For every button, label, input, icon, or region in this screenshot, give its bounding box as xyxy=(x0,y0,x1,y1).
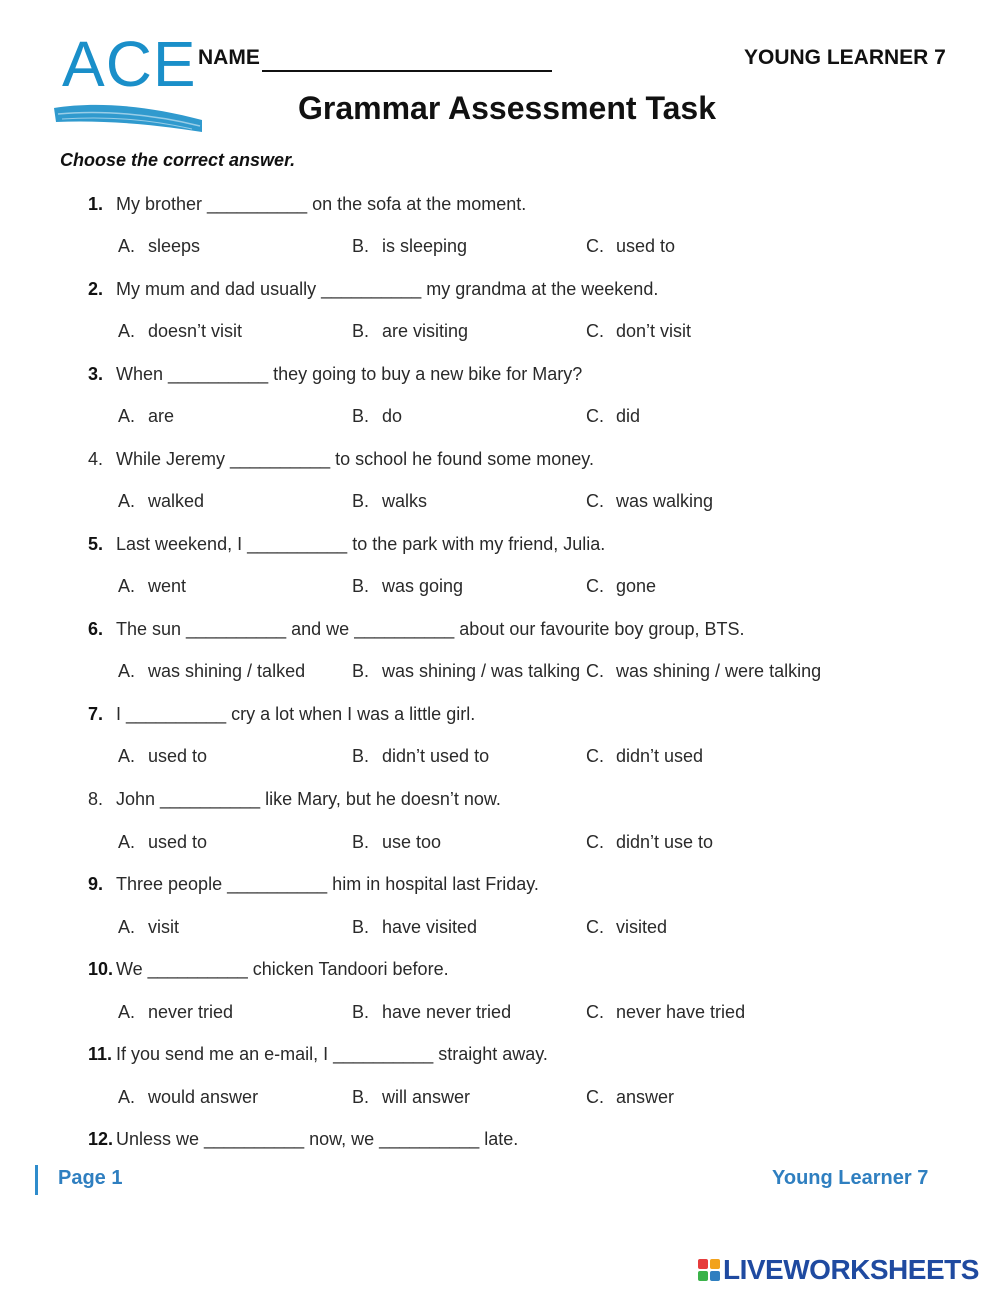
question-text: We __________ chicken Tandoori before. xyxy=(116,959,449,979)
question-number: 4. xyxy=(88,449,104,469)
level-header: YOUNG LEARNER 7 xyxy=(744,46,946,69)
option-b[interactable]: B. didn’t used to xyxy=(352,746,490,766)
question-number: 3. xyxy=(88,364,104,384)
liveworksheets-blocks-icon xyxy=(698,1259,720,1281)
question xyxy=(88,364,582,385)
question-number: 11. xyxy=(88,1044,113,1064)
liveworksheets-brand: LIVEWORKSHEETS xyxy=(723,1254,979,1285)
option-c[interactable]: C. didn’t used xyxy=(586,746,704,766)
option-a[interactable]: A. walked xyxy=(118,491,205,511)
question-text: If you send me an e-mail, I __________ straight away. xyxy=(116,1044,548,1064)
question xyxy=(88,1044,548,1065)
footer-accent-bar xyxy=(35,1165,38,1195)
logo-swoosh-icon xyxy=(52,94,212,134)
option-a[interactable]: A. would answer xyxy=(118,1087,259,1107)
ace-logo xyxy=(52,28,212,138)
question-text: My brother __________ on the sofa at the moment. xyxy=(116,194,527,214)
name-label: NAME xyxy=(198,46,260,69)
name-field[interactable] xyxy=(262,70,552,72)
question-number: 12. xyxy=(88,1129,114,1149)
question-number: 2. xyxy=(88,279,104,299)
question-text: When __________ they going to buy a new bike for Mary? xyxy=(116,364,583,384)
option-a[interactable]: A. used to xyxy=(118,832,208,852)
option-a[interactable]: A. used to xyxy=(118,746,208,766)
question-text: Three people __________ him in hospital last Friday. xyxy=(116,874,539,894)
question-text: While Jeremy __________ to school he found some money. xyxy=(116,449,594,469)
option-b[interactable]: B. walks xyxy=(352,491,428,511)
question xyxy=(88,279,658,300)
question xyxy=(88,789,501,810)
question xyxy=(88,194,526,215)
option-a[interactable]: A. went xyxy=(118,576,187,596)
option-c[interactable]: C. visited xyxy=(586,917,668,937)
option-b[interactable]: B. are visiting xyxy=(352,321,469,341)
liveworksheets-logo[interactable] xyxy=(698,1255,979,1285)
question xyxy=(88,959,449,980)
option-a[interactable]: A. never tried xyxy=(118,1002,234,1022)
question xyxy=(88,1129,518,1150)
logo-text: ACE xyxy=(62,28,197,100)
option-b[interactable]: B. have visited xyxy=(352,917,478,937)
question xyxy=(88,534,605,555)
question-number: 10. xyxy=(88,959,114,979)
option-c[interactable]: C. didn’t use to xyxy=(586,832,714,852)
page-number: Page 1 xyxy=(58,1167,123,1189)
question-text: Unless we __________ now, we __________ late. xyxy=(116,1129,519,1149)
question xyxy=(88,874,539,895)
option-a[interactable]: A. was shining / talked xyxy=(118,661,306,681)
question-number: 6. xyxy=(88,619,104,639)
question-number: 9. xyxy=(88,874,104,894)
question-number: 7. xyxy=(88,704,104,724)
option-b[interactable]: B. is sleeping xyxy=(352,236,468,256)
option-c[interactable]: C. was walking xyxy=(586,491,714,511)
option-a[interactable]: A. sleeps xyxy=(118,236,201,256)
option-a[interactable]: A. visit xyxy=(118,917,179,937)
question-text: John __________ like Mary, but he doesn’t now. xyxy=(116,789,501,809)
option-b[interactable]: B. was shining / was talking xyxy=(352,661,581,681)
instruction: Choose the correct answer. xyxy=(60,150,296,170)
question xyxy=(88,449,594,470)
question-text: My mum and dad usually __________ my grandma at the weekend. xyxy=(116,279,659,299)
option-a[interactable]: A. doesn’t visit xyxy=(118,321,243,341)
question-number: 1. xyxy=(88,194,104,214)
option-c[interactable]: C. did xyxy=(586,406,641,426)
question-text: The sun __________ and we __________ about our favourite boy group, BTS. xyxy=(116,619,745,639)
option-c[interactable]: C. was shining / were talking xyxy=(586,661,822,681)
question xyxy=(88,704,475,725)
option-c[interactable]: C. gone xyxy=(586,576,657,596)
option-c[interactable]: C. never have tried xyxy=(586,1002,746,1022)
option-b[interactable]: B. use too xyxy=(352,832,442,852)
question-number: 5. xyxy=(88,534,104,554)
option-c[interactable]: C. don’t visit xyxy=(586,321,692,341)
option-b[interactable]: B. do xyxy=(352,406,403,426)
question-text: I __________ cry a lot when I was a little girl. xyxy=(116,704,476,724)
option-b[interactable]: B. was going xyxy=(352,576,464,596)
option-c[interactable]: C. used to xyxy=(586,236,676,256)
question-number: 8. xyxy=(88,789,104,809)
option-b[interactable]: B. will answer xyxy=(352,1087,471,1107)
option-c[interactable]: C. answer xyxy=(586,1087,675,1107)
page-title: Grammar Assessment Task xyxy=(298,90,716,126)
footer-level: Young Learner 7 xyxy=(772,1167,929,1189)
question-text: Last weekend, I __________ to the park with my friend, Julia. xyxy=(116,534,606,554)
question xyxy=(88,619,744,640)
option-a[interactable]: A. are xyxy=(118,406,175,426)
option-b[interactable]: B. have never tried xyxy=(352,1002,512,1022)
